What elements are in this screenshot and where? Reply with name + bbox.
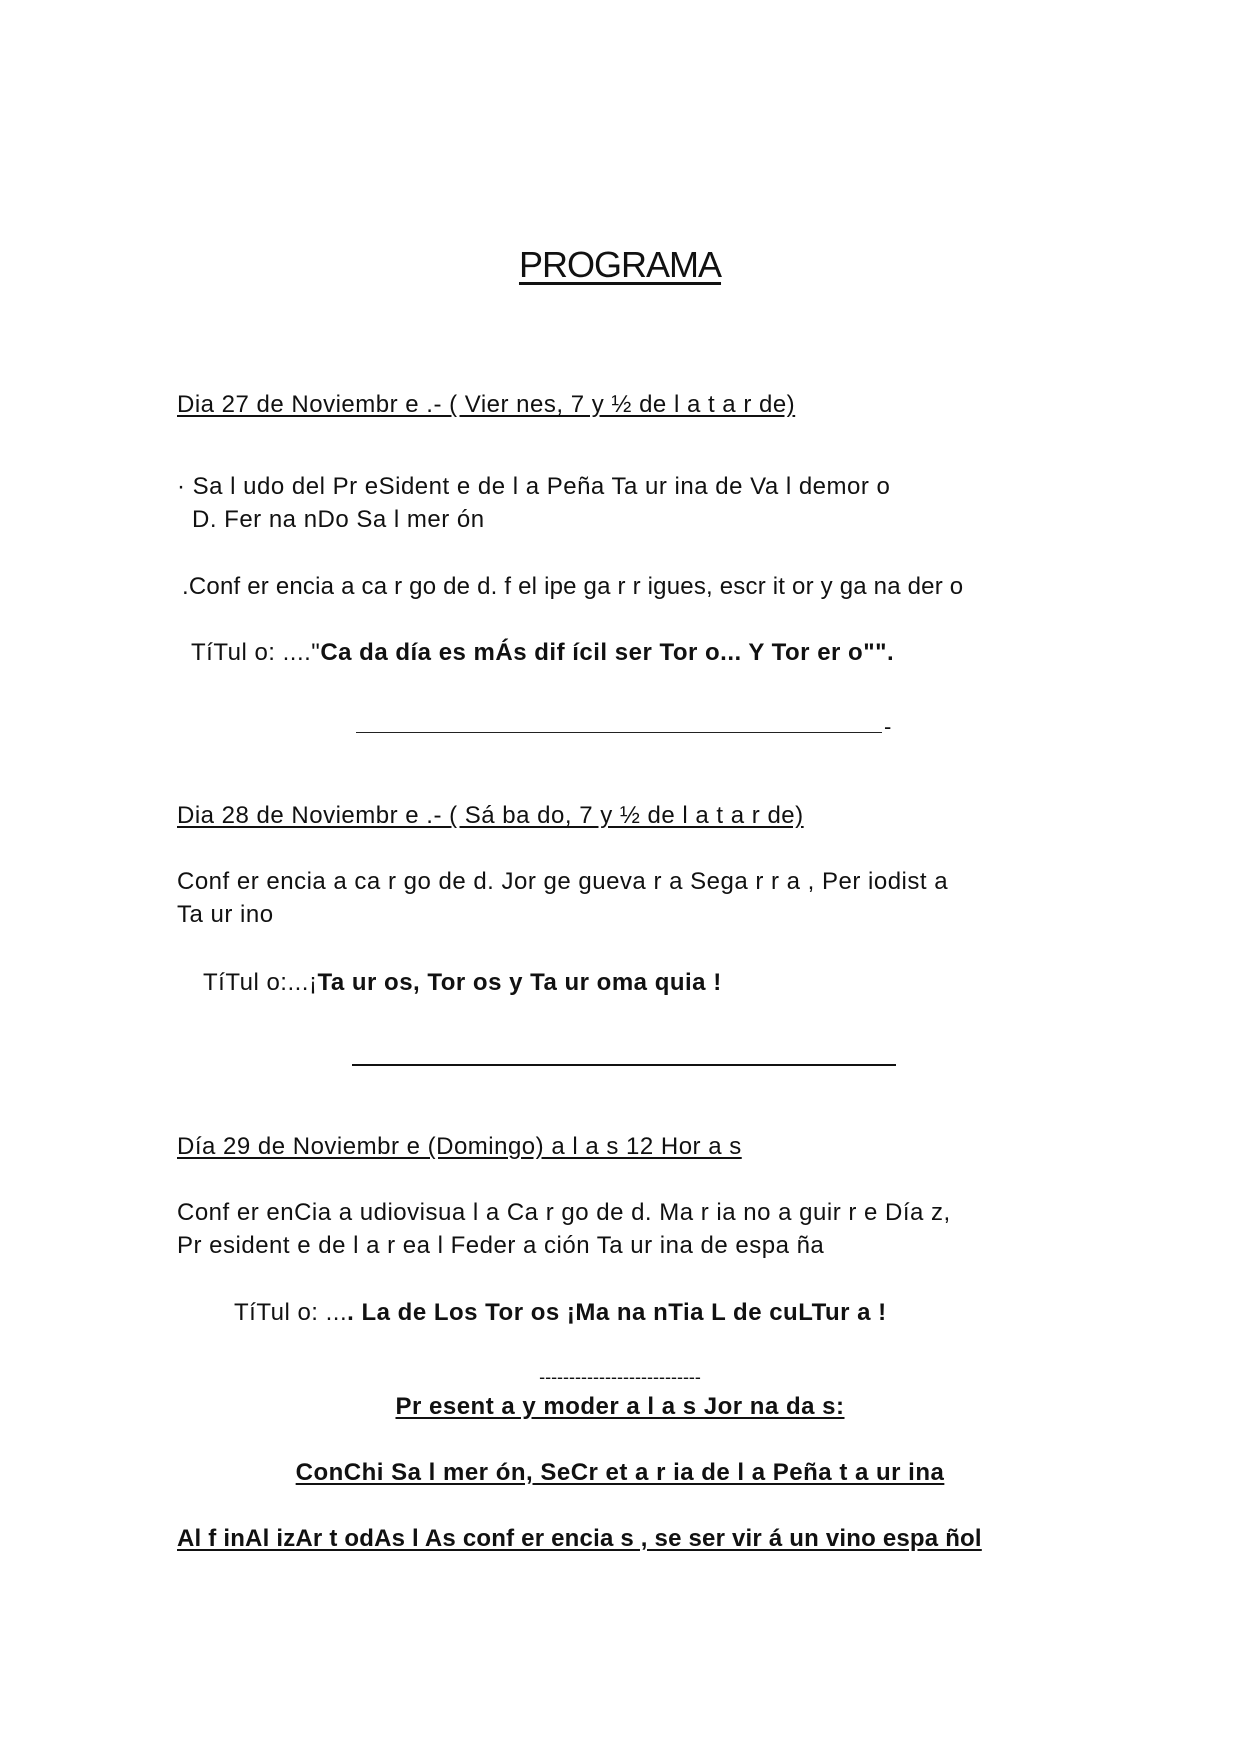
day3-titulo-text: . La de Los Tor os ¡Ma na nTia L de cuLTur a ! bbox=[347, 1299, 887, 1326]
day3-titulo bbox=[234, 1298, 887, 1328]
day3-conferencia-line2: Pr esident e de l a r ea l Feder a ción Ta ur ina de espa ña bbox=[177, 1232, 825, 1259]
day3-heading: Día 29 de Noviembr e (Domingo) a l a s 12 Hor a s bbox=[177, 1133, 742, 1160]
page-title: PROGRAMA bbox=[518, 244, 722, 285]
day1-heading: Dia 27 de Noviembr e .- ( Vier nes, 7 y ½ de l a t a r de) bbox=[177, 391, 796, 418]
day3-titulo-label: TíTul o: ... bbox=[234, 1299, 348, 1326]
presenta-heading: Pr esent a y moder a l a s Jor na da s: bbox=[395, 1393, 845, 1420]
day1-titulo bbox=[191, 638, 894, 668]
day1-saludo-line1: · Sa l udo del Pr eSident e de l a Peña Ta ur ina de Va l demor o bbox=[177, 473, 891, 500]
day3-conferencia-line1: Conf er enCia a udiovisua l a Ca r go de d. Ma r ia no a guir r e Día z, bbox=[177, 1199, 951, 1226]
day1-titulo-label: TíTul o: ...." bbox=[191, 639, 321, 666]
day2-titulo-label: TíTul o:...¡ bbox=[203, 969, 318, 996]
day1-saludo-line2: D. Fer na nDo Sa l mer ón bbox=[192, 506, 485, 533]
day2-titulo-text: Ta ur os, Tor os y Ta ur oma quia ! bbox=[317, 969, 722, 996]
day2-heading: Dia 28 de Noviembr e .- ( Sá ba do, 7 y ½ de l a t a r de) bbox=[177, 802, 804, 829]
day2-conferencia-line2: Ta ur ino bbox=[177, 901, 274, 928]
separator-rule-1-end: - bbox=[884, 714, 892, 739]
day1-titulo-text: Ca da día es mÁs dif ícil ser Tor o... Y Tor er o"". bbox=[320, 639, 895, 666]
separator-rule-1 bbox=[356, 732, 882, 733]
day1-conferencia: .Conf er encia a ca r go de d. f el ipe ga r r igues, escr it or y ga na der o bbox=[182, 573, 964, 600]
day2-conferencia-line1: Conf er encia a ca r go de d. Jor ge gueva r a Sega r r a , Per iodist a bbox=[177, 868, 949, 895]
dash-separator: --------------------------- bbox=[539, 1367, 701, 1387]
moderadora-line: ConChi Sa l mer ón, SeCr et a r ia de l a Peña t a ur ina bbox=[295, 1459, 945, 1486]
day2-titulo bbox=[203, 968, 722, 998]
separator-rule-2 bbox=[352, 1064, 896, 1066]
closing-note: Al f inAl izAr t odAs l As conf er encia s , se ser vir á un vino espa ñol bbox=[177, 1525, 982, 1552]
